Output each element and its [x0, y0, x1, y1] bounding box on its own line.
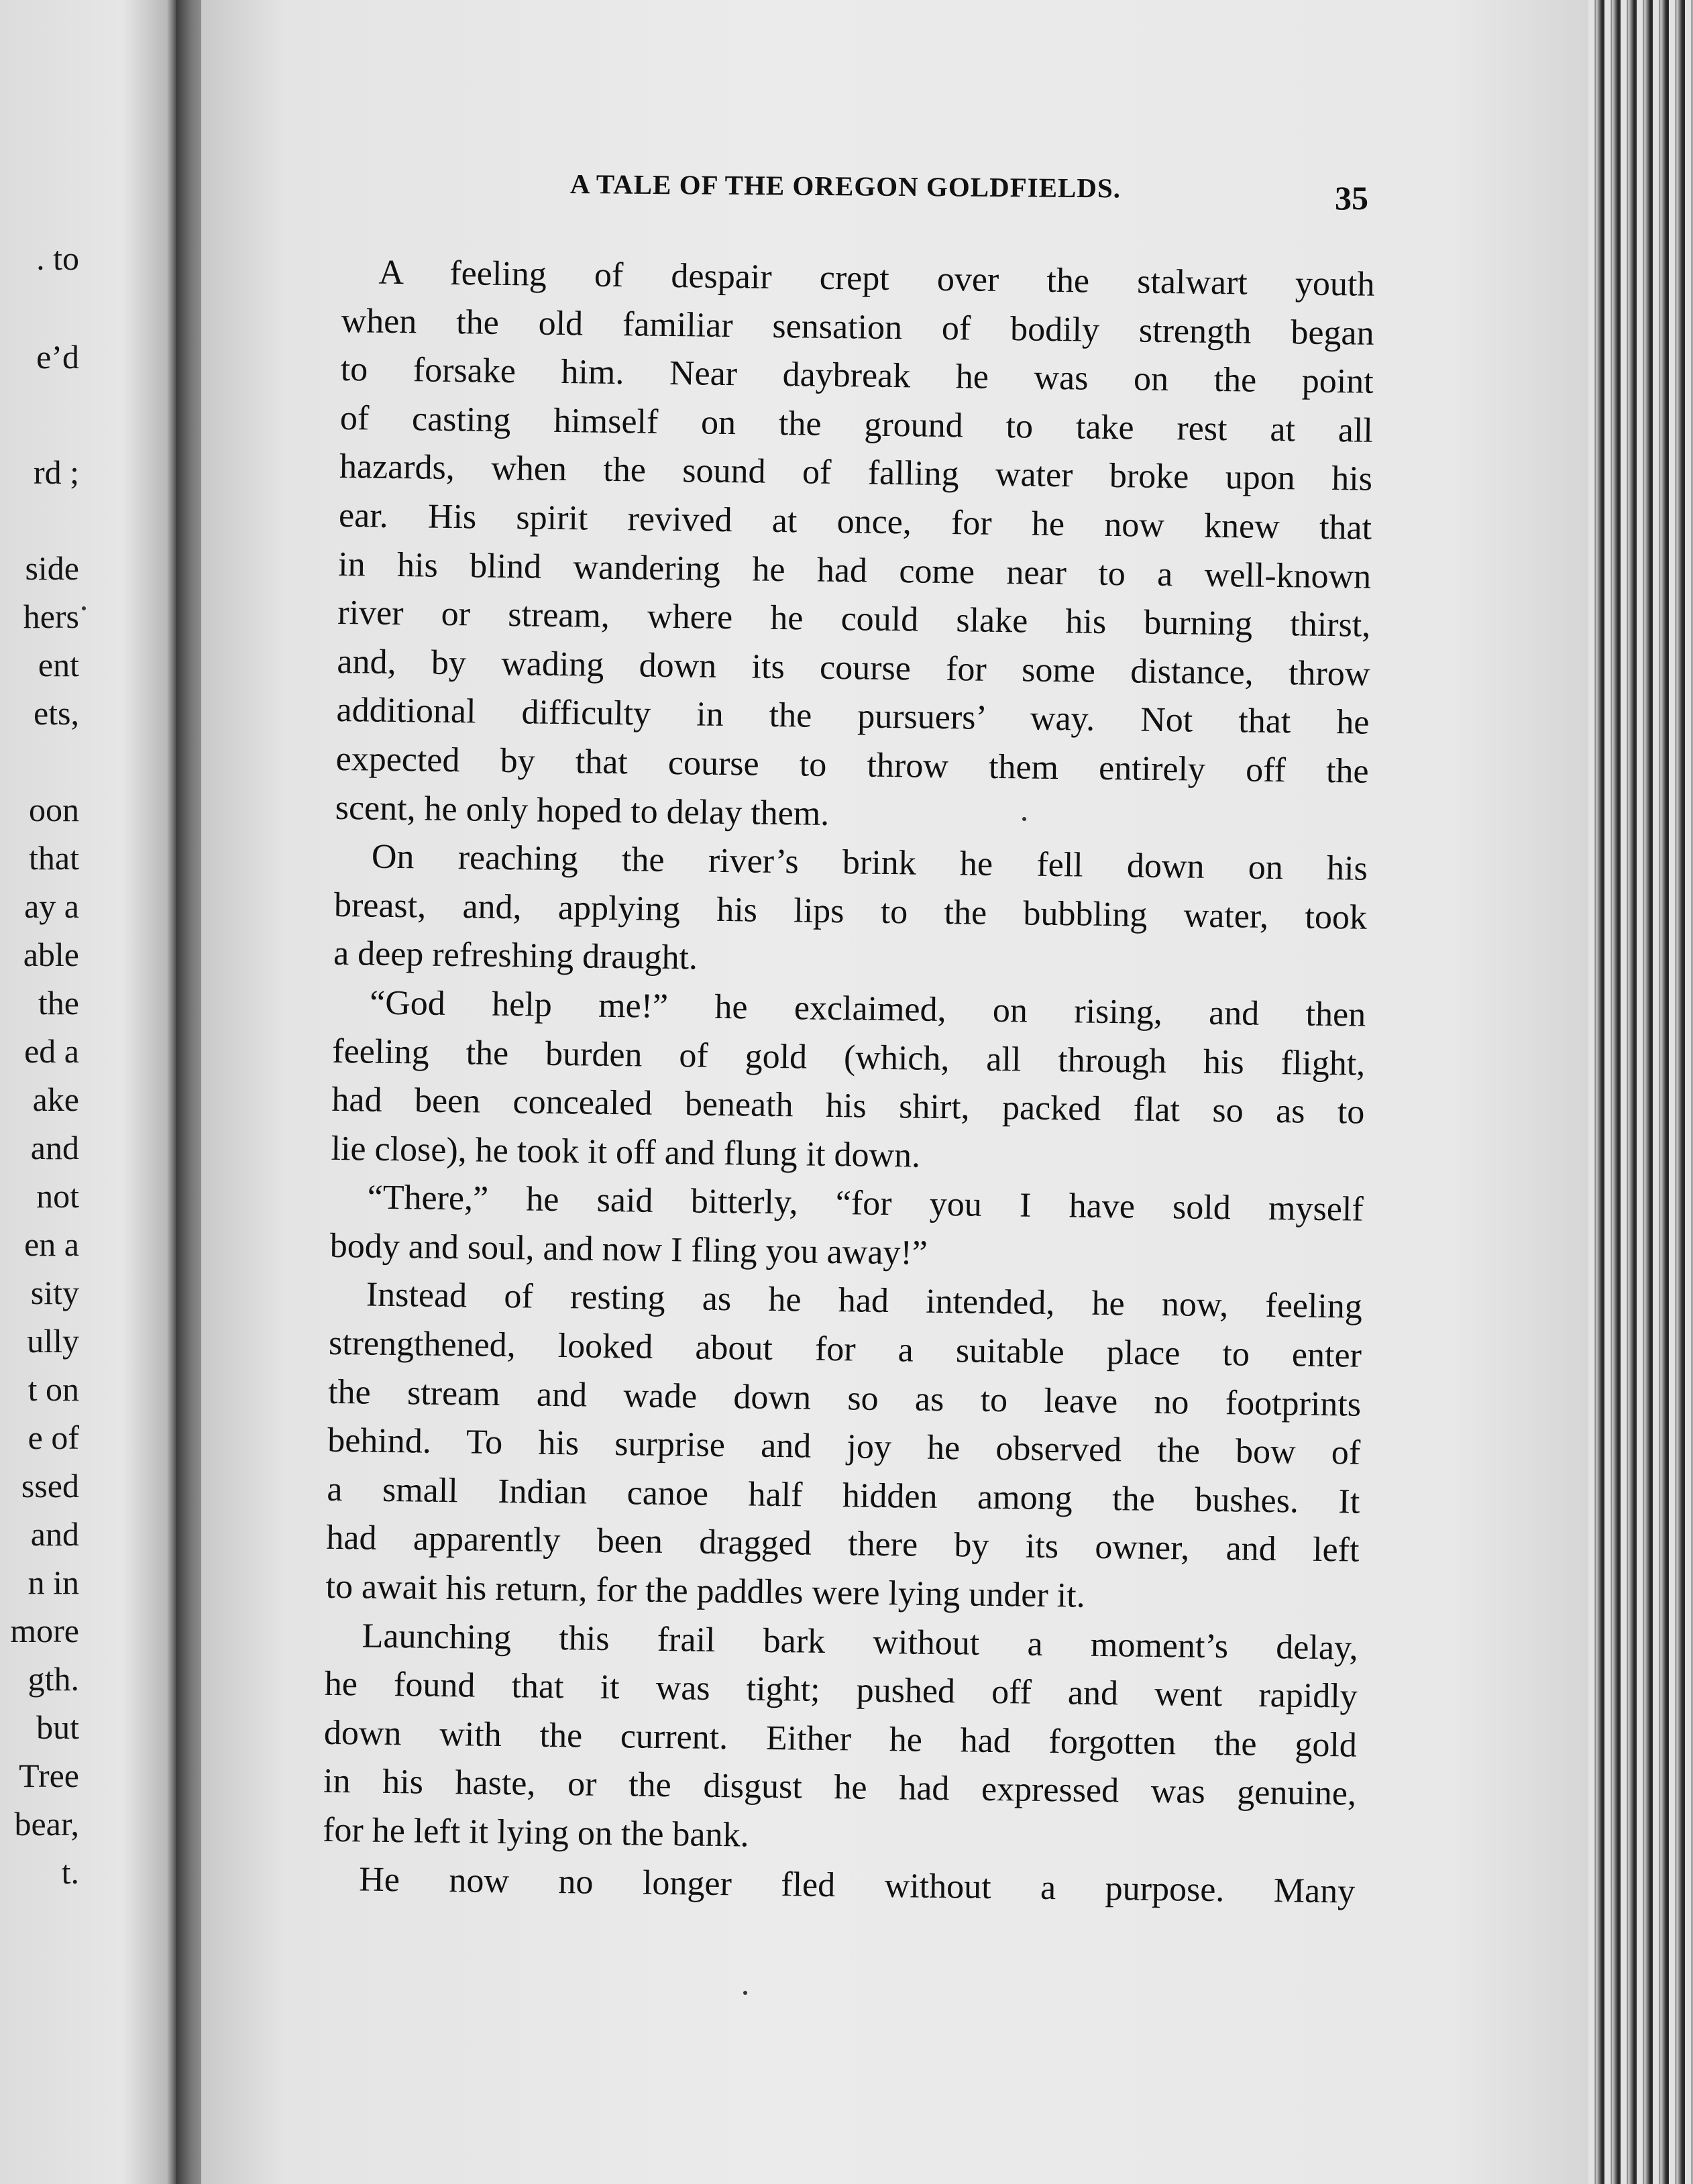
left-fragment: bear,	[14, 1805, 79, 1843]
text-line: behind. To his surprise and joy he observed the bow of	[327, 1421, 1361, 1472]
left-fragment: oon	[29, 791, 79, 828]
text-line: of casting himself on the ground to take rest at all	[339, 398, 1374, 450]
text-line: for he left it lying on the bank.	[322, 1810, 749, 1855]
left-fragment: able	[23, 936, 79, 973]
text-line: in his blind wandering he had come near to a well-known	[337, 545, 1372, 596]
left-fragment: en a	[24, 1225, 79, 1263]
left-fragment: side	[25, 549, 79, 587]
text-line: when the old familiar sensation of bodily strength began	[341, 301, 1374, 353]
left-fragment: t on	[28, 1370, 79, 1408]
left-fragment: t.	[61, 1853, 79, 1891]
left-fragment: n in	[28, 1564, 79, 1601]
left-page	[0, 0, 176, 2184]
left-fragment: e of	[28, 1419, 79, 1456]
text-line: breast, and, applying his lips to the bubbling water, took	[333, 885, 1368, 937]
left-fragment: . to	[36, 239, 79, 277]
text-line: “There,” he said bitterly, “for you I have sold myself	[367, 1178, 1364, 1229]
text-line: feeling the burden of gold (which, all through his flight,	[332, 1032, 1366, 1083]
text-line: had apparently been dragged there by its owner, and left	[326, 1519, 1360, 1570]
text-line: strengthened, looked about for a suitable place to enter	[328, 1323, 1362, 1375]
left-fragment: hers	[23, 598, 79, 635]
body-text	[322, 248, 1375, 1916]
text-line: had been concealed beneath his shirt, packed flat so as to	[331, 1081, 1365, 1132]
left-fragment: but	[36, 1708, 79, 1746]
text-line: he found that it was tight; pushed off and went rapidly	[324, 1665, 1358, 1716]
text-line: in his haste, or the disgust he had expressed was genuine,	[323, 1762, 1357, 1814]
running-head: A TALE OF THE OREGON GOLDFIELDS.	[569, 168, 1122, 204]
print-speck	[82, 606, 86, 610]
left-fragment: ent	[38, 646, 79, 684]
text-line: ear. His spirit revived at once, for he now knew that	[338, 496, 1372, 547]
left-fragment: ets,	[33, 694, 79, 732]
text-line: body and soul, and now I fling you away!”	[329, 1226, 928, 1272]
text-line: down with the current. Either he had forgotten the gold	[323, 1713, 1358, 1765]
left-fragment: e’d	[36, 338, 79, 376]
text-line: additional difficulty in the pursuers’ way. Not that he	[336, 691, 1370, 743]
left-fragment: ay a	[24, 887, 79, 925]
text-line: Instead of resting as he had intended, he now, feeling	[366, 1276, 1363, 1327]
left-fragment: Tree	[19, 1757, 79, 1794]
text-line: A feeling of despair crept over the stalwart youth	[378, 253, 1375, 304]
text-line: He now no longer fled without a purpose. Many	[358, 1860, 1356, 1911]
left-fragment: ed a	[24, 1032, 79, 1070]
left-fragment: and	[30, 1129, 79, 1166]
text-line: scent, he only hoped to delay them.	[335, 788, 830, 833]
left-fragment: more	[10, 1612, 79, 1649]
print-speck	[1022, 817, 1026, 821]
text-line: On reaching the river’s brink he fell down on his	[371, 837, 1368, 888]
left-fragment: ully	[27, 1322, 79, 1360]
left-fragment: that	[29, 839, 79, 877]
left-fragment: not	[36, 1177, 79, 1215]
page-edges	[1588, 0, 1693, 2184]
left-fragment: ake	[32, 1081, 79, 1118]
text-line: hazards, when the sound of falling water broke upon his	[339, 447, 1373, 499]
text-line: expected by that course to throw them entirely off the	[335, 739, 1369, 791]
text-line: to await his return, for the paddles were lying under it.	[325, 1567, 1086, 1615]
print-speck	[743, 1991, 747, 1995]
left-fragment: and	[30, 1515, 79, 1553]
text-line: “God help me!” he exclaimed, on rising, and then	[369, 983, 1366, 1034]
page-number: 35	[1335, 179, 1368, 217]
text-line: the stream and wade down so as to leave no footprints	[327, 1372, 1362, 1424]
left-fragment: ssed	[21, 1467, 79, 1505]
text-line: a small Indian canoe half hidden among the bushes. It	[327, 1470, 1360, 1521]
text-line: a deep refreshing draught.	[333, 934, 698, 977]
text-line: and, by wading down its course for some distance, throw	[337, 642, 1370, 694]
left-fragment: sity	[30, 1274, 79, 1311]
text-line: Launching this frail bark without a moment’s delay,	[362, 1617, 1358, 1668]
left-fragment: rd ;	[33, 453, 79, 491]
text-line: to forsake him. Near daybreak he was on the point	[340, 350, 1374, 401]
text-line: lie close), he took it off and flung it down.	[331, 1129, 921, 1175]
left-fragment: the	[38, 984, 79, 1022]
text-line: river or stream, where he could slake his burning thirst,	[337, 594, 1371, 645]
left-fragment: gth.	[28, 1660, 79, 1698]
